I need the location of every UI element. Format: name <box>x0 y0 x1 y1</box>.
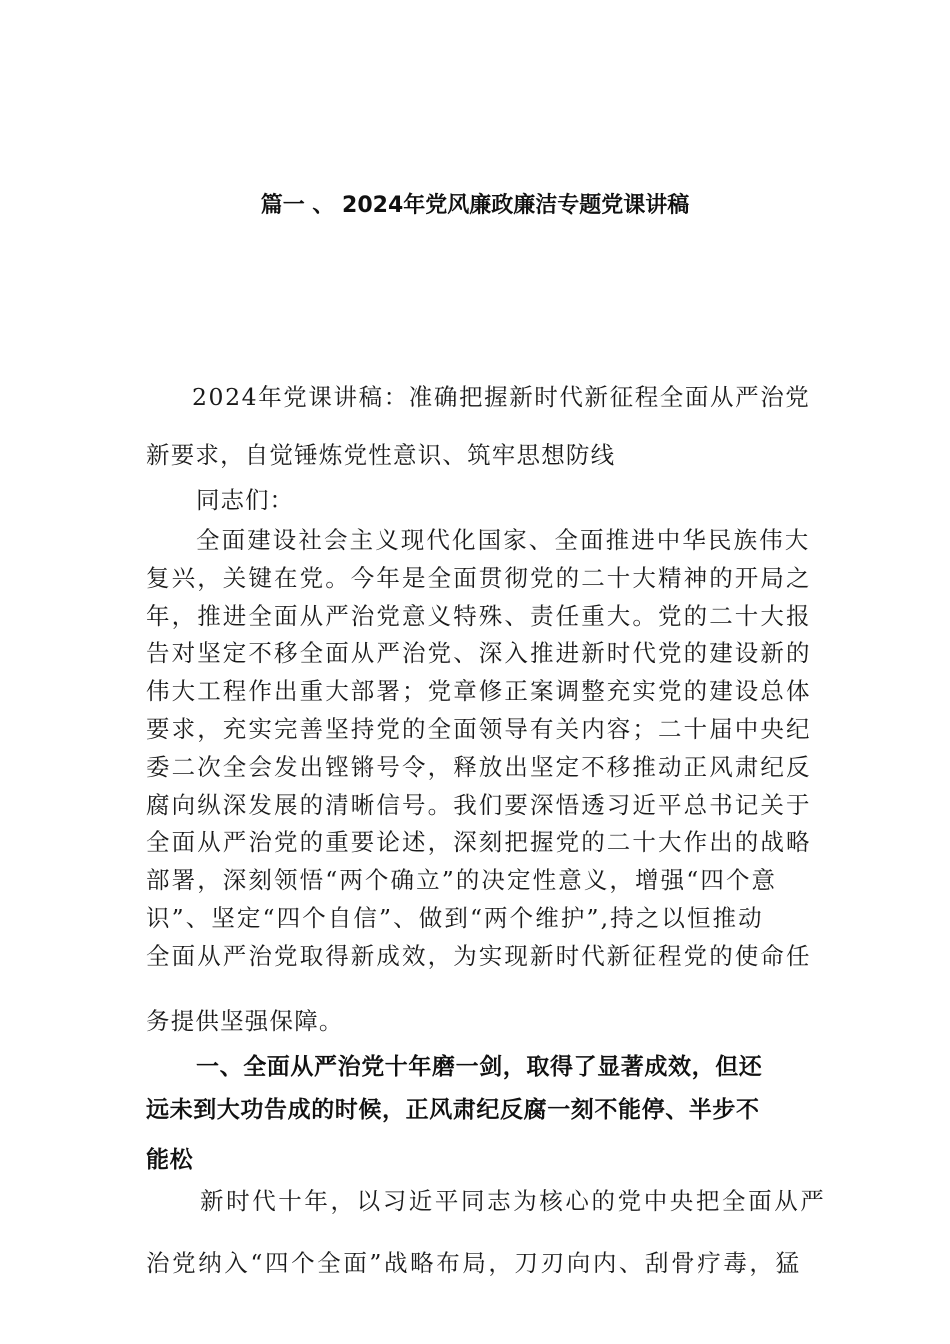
paragraph-2-line: 新时代十年，以习近平同志为核心的党中央把全面从严 <box>200 1187 827 1215</box>
section-heading-line: 一、全面从严治党十年磨一剑，取得了显著成效，但还 <box>196 1054 763 1080</box>
paragraph-1-line: 年，推进全面从严治党意义特殊、责任重大。党的二十大报 <box>146 601 812 630</box>
paragraph-2-line: 治党纳入“四个全面”战略布局，刀刃向内、刮骨疗毒，猛 <box>146 1249 802 1277</box>
section-heading-line: 远未到大功告成的时候，正风肃纪反腐一刻不能停、半步不 <box>146 1097 760 1123</box>
paragraph-1-line: 腐向纵深发展的清晰信号。我们要深悟透习近平总书记关于 <box>146 790 812 819</box>
paragraph-1-line: 复兴，关键在党。今年是全面贯彻党的二十大精神的开局之 <box>146 563 812 592</box>
paragraph-1-line: 告对坚定不移全面从严治党、深入推进新时代党的建设新的 <box>146 639 812 668</box>
paragraph-1-line: 识”、坚定“四个自信”、做到“两个维护”,持之以恒推动 <box>146 903 764 932</box>
paragraph-1-line: 部署，深刻领悟“两个确立”的决定性意义，增强“四个意 <box>146 866 778 895</box>
paragraph-1 <box>146 522 812 976</box>
paragraph-1-line: 伟大工程作出重大部署；党章修正案调整充实党的建设总体 <box>146 677 812 706</box>
paragraph-1-last-line: 务提供坚强保障。 <box>146 1007 344 1035</box>
subtitle-line-2: 新要求，自觉锤炼党性意识、筑牢思想防线 <box>146 441 616 469</box>
document-title: 篇一 、 2024年党风廉政廉洁专题党课讲稿 <box>260 193 690 218</box>
paragraph-1-line: 委二次全会发出铿锵号令，释放出坚定不移推动正风肃纪反 <box>146 752 812 781</box>
paragraph-1-line: 全面从严治党的重要论述，深刻把握党的二十大作出的战略 <box>146 828 812 857</box>
paragraph-1-line: 全面建设社会主义现代化国家、全面推进中华民族伟大 <box>196 526 811 554</box>
paragraph-1-line: 要求，充实完善坚持党的全面领导有关内容；二十届中央纪 <box>146 714 812 743</box>
section-heading-line: 能松 <box>146 1147 194 1173</box>
subtitle-line-1: 2024年党课讲稿：准确把握新时代新征程全面从严治党 <box>192 383 811 411</box>
paragraph-1-line: 全面从严治党取得新成效，为实现新时代新征程党的使命任 <box>146 941 812 970</box>
greeting: 同志们： <box>196 486 294 514</box>
